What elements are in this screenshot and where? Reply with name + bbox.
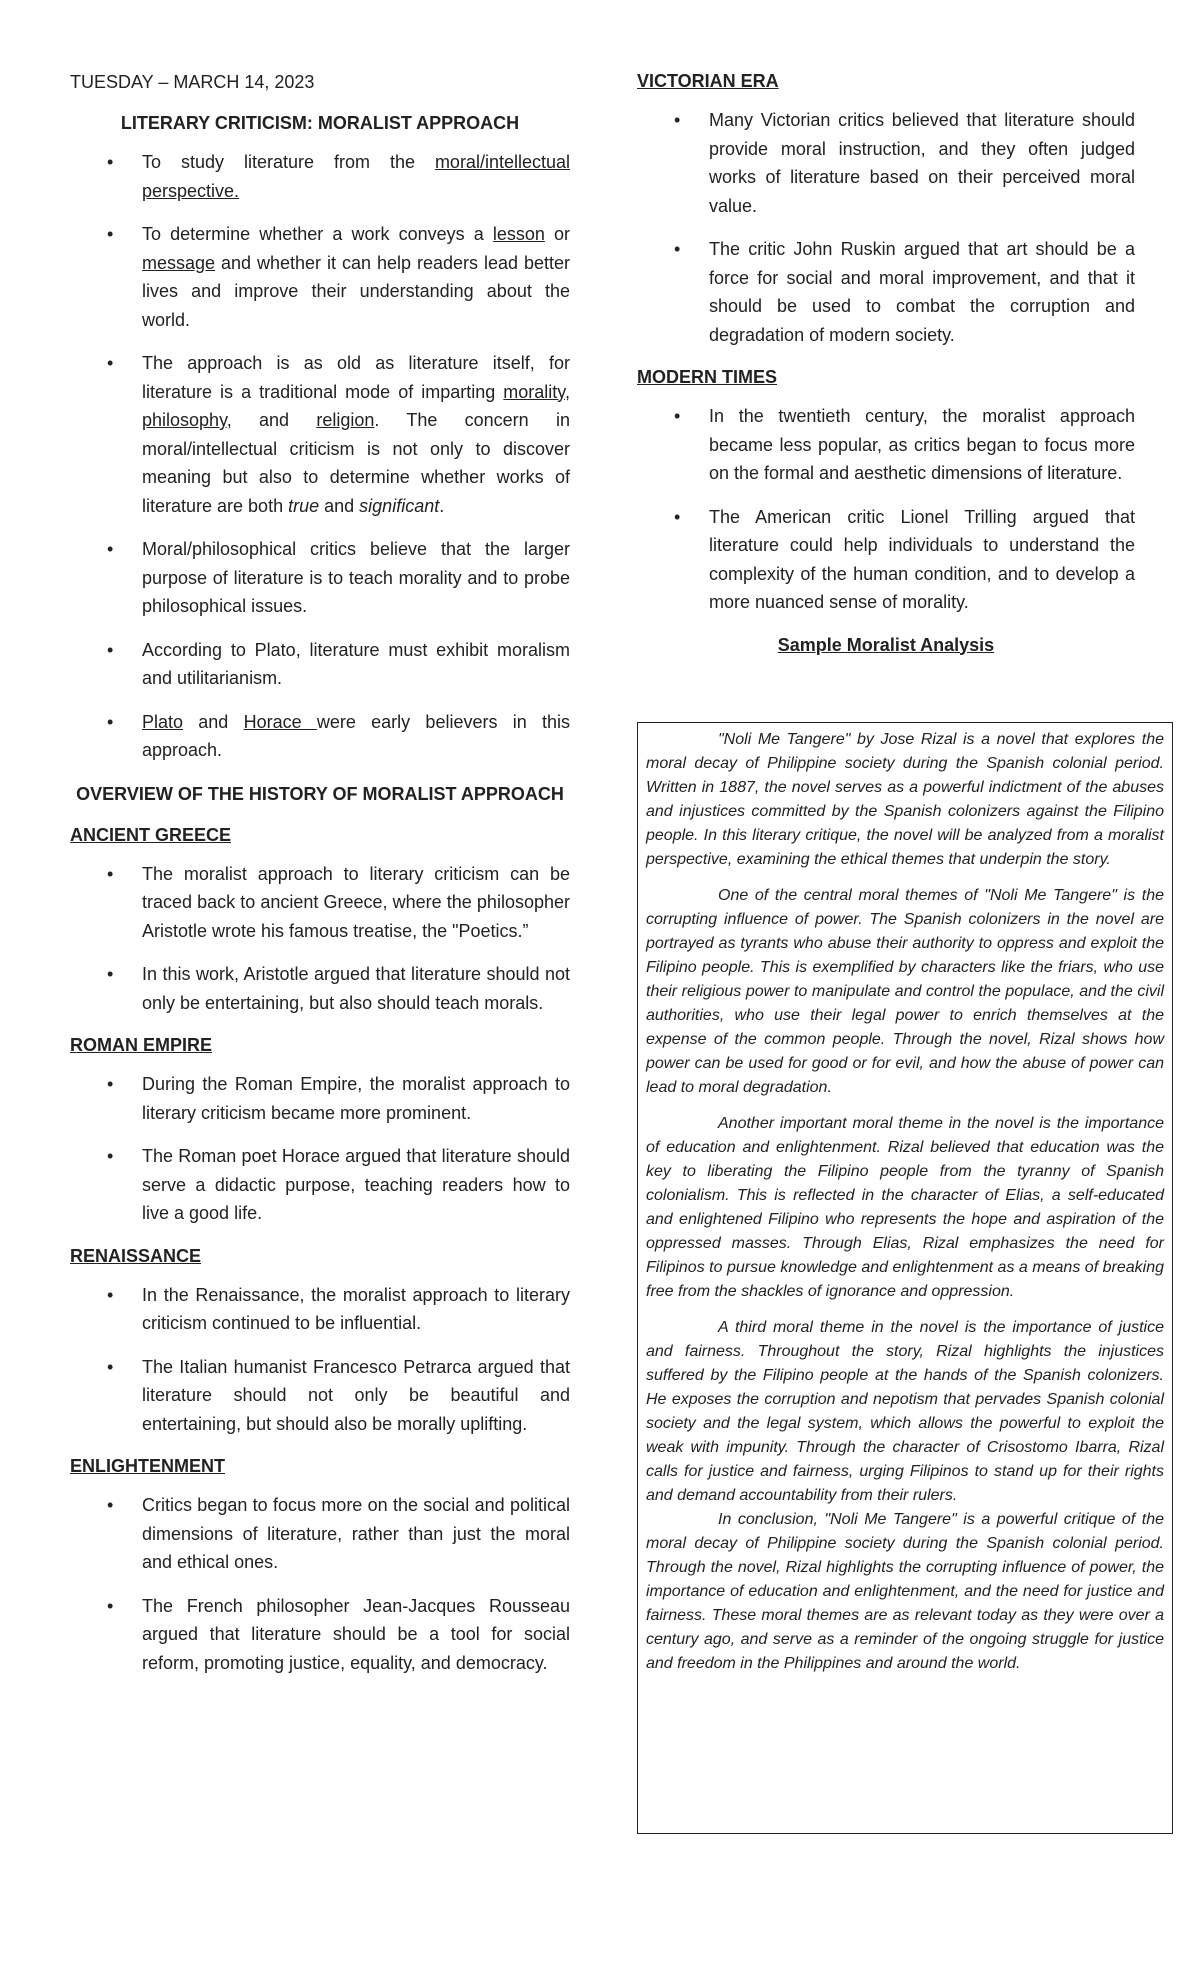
bullet-icon: • bbox=[107, 353, 114, 373]
bullet-icon: • bbox=[674, 239, 681, 259]
section-title-victorian-era: VICTORIAN ERA bbox=[637, 71, 779, 91]
roman-empire-list bbox=[70, 1070, 570, 1228]
analysis-paragraph: "Noli Me Tangere" by Jose Rizal is a novel that explores the moral decay of Philippine society during the Spanish colonial period. Written in 1887, the novel serves as a powerful indictment of the abuses and injustices committed by the Spanish colonizers against the Filipino people. In this literary critique, the novel will be analyzed from a moralist perspective, examining the ethical themes that underpin the story. bbox=[646, 731, 1164, 868]
bullet-icon: • bbox=[107, 1146, 114, 1166]
list-item: • In the Renaissance, the moralist approach to literary criticism continued to be influential. bbox=[70, 1281, 570, 1338]
bullet-icon: • bbox=[107, 539, 114, 559]
overview-title: OVERVIEW OF THE HISTORY OF MORALIST APPROACH bbox=[76, 783, 564, 804]
bullet-icon: • bbox=[107, 224, 114, 244]
list-item: • According to Plato, literature must exhibit moralism and utilitarianism. bbox=[70, 636, 570, 693]
bullet-icon: • bbox=[107, 1074, 114, 1094]
underlined-term: philosophy bbox=[142, 410, 227, 430]
enlightenment-list bbox=[70, 1491, 570, 1677]
analysis-paragraph: One of the central moral themes of "Noli Me Tangere" is the corrupting influence of power. The Spanish colonizers in the novel are portrayed as tyrants who abuse their authority to oppress and exploit the Filipino people. This is exemplified by characters like the friars, who use their religious power to manipulate and control the populace, and the civil authorities, who use their legal power to enrich themselves at the expense of the common people. Through the novel, Rizal shows how power can be used for good or for evil, and how the abuse of power can lead to moral degradation. bbox=[646, 887, 1164, 1096]
sample-analysis-box bbox=[637, 722, 1173, 1834]
section-title-enlightenment: ENLIGHTENMENT bbox=[70, 1456, 225, 1476]
bullet-icon: • bbox=[107, 1595, 114, 1616]
list-item: • The moralist approach to literary criticism can be traced back to ancient Greece, where the philosopher Aristotle wrote his famous treatise, the "Poetics.” bbox=[70, 860, 570, 946]
list-item: • In this work, Aristotle argued that literature should not only be entertaining, but also should teach morals. bbox=[70, 960, 570, 1017]
section-title-roman-empire: ROMAN EMPIRE bbox=[70, 1035, 213, 1055]
date-line: TUESDAY – MARCH 14, 2023 bbox=[70, 72, 315, 92]
list-item: • Critics began to focus more on the social and political dimensions of literature, rather than just the moral and ethical ones. bbox=[70, 1491, 570, 1577]
italic-term: significant bbox=[359, 495, 440, 516]
bullet-icon: • bbox=[107, 1495, 114, 1515]
list-item: • To study literature from the moral/intellectual perspective. bbox=[70, 148, 570, 205]
analysis-paragraph: In conclusion, "Noli Me Tangere" is a powerful critique of the moral decay of Philippine society during the Spanish colonial period. Through the novel, Rizal highlights the corrupting influence of power, the importance of education and enlightenment, and the need for justice and fairness. These moral themes are as relevant today as they were over a century ago, and serve as a reminder of the ongoing struggle for justice and freedom in the Philippines and around the world. bbox=[646, 1511, 1164, 1672]
list-item: • The Italian humanist Francesco Petrarca argued that literature should not only be beautiful and entertaining, but should also be morally uplifting. bbox=[70, 1353, 570, 1439]
underlined-term: message bbox=[142, 252, 216, 273]
bullet-icon: • bbox=[107, 639, 114, 660]
main-title: LITERARY CRITICISM: MORALIST APPROACH bbox=[120, 113, 520, 133]
list-item: • In the twentieth century, the moralist approach became less popular, as critics began to focus more on the formal and aesthetic dimensions of literature. bbox=[637, 402, 1135, 488]
bullet-icon: • bbox=[107, 1356, 114, 1377]
underlined-term: lesson bbox=[492, 224, 545, 244]
list-item: • During the Roman Empire, the moralist approach to literary criticism became more prominent. bbox=[70, 1070, 570, 1127]
section-title-ancient-greece: ANCIENT GREECE bbox=[70, 824, 232, 845]
bullet-icon: • bbox=[107, 964, 114, 984]
section-title-modern-times: MODERN TIMES bbox=[637, 367, 778, 387]
list-item: • To determine whether a work conveys a lesson or message and whether it can help readers lead better lives and improve their understanding about the world. bbox=[70, 220, 570, 334]
right-column bbox=[637, 68, 1135, 668]
underlined-term: moral/intellectual perspective. bbox=[142, 152, 570, 201]
intro-list bbox=[70, 148, 570, 765]
underlined-term: morality bbox=[503, 381, 565, 402]
list-item: • Moral/philosophical critics believe that the larger purpose of literature is to teach morality and to probe philosophical issues. bbox=[70, 535, 570, 621]
underlined-term: Horace bbox=[243, 711, 317, 732]
renaissance-list bbox=[70, 1281, 570, 1439]
analysis-paragraph: Another important moral theme in the novel is the importance of education and enlightenment. Rizal believed that education was the key to liberating the Filipino people from the tyranny of Spanish colonialism. This is reflected in the character of Elias, a self-educated and enlightened Filipino who represents the hope and aspiration of the oppressed masses. Through Elias, Rizal emphasizes the need for Filipinos to pursue knowledge and enlightenment as a means of breaking free from the shackles of ignorance and oppression. bbox=[646, 1115, 1164, 1300]
list-item: • The American critic Lionel Trilling argued that literature could help individuals to understand the complexity of the human condition, and to develop a more nuanced sense of morality. bbox=[637, 503, 1135, 617]
italic-term: true bbox=[288, 495, 320, 516]
underlined-term: Plato bbox=[142, 711, 184, 732]
bullet-icon: • bbox=[674, 406, 681, 426]
section-title-renaissance: RENAISSANCE bbox=[70, 1245, 202, 1266]
left-column bbox=[70, 68, 570, 1692]
bullet-icon: • bbox=[107, 1284, 114, 1305]
list-item: • Plato and Horace were early believers in this approach. bbox=[70, 708, 570, 765]
bullet-icon: • bbox=[107, 152, 114, 172]
list-item: • The approach is as old as literature itself, for literature is a traditional mode of imparting morality, philosophy, and religion. The concern in moral/intellectual criticism is not only to discover meaning but also to determine whether works of literature are both true and significant. bbox=[70, 349, 570, 520]
victorian-era-list bbox=[637, 106, 1135, 349]
bullet-icon: • bbox=[107, 863, 114, 884]
list-item: • The Roman poet Horace argued that literature should serve a didactic purpose, teaching readers how to live a good life. bbox=[70, 1142, 570, 1228]
bullet-icon: • bbox=[674, 506, 681, 527]
list-item: • Many Victorian critics believed that literature should provide moral instruction, and they often judged works of literature based on their perceived moral value. bbox=[637, 106, 1135, 220]
underlined-term: religion bbox=[316, 410, 375, 430]
list-item: • The French philosopher Jean-Jacques Rousseau argued that literature should be a tool for social reform, promoting justice, equality, and democracy. bbox=[70, 1592, 570, 1678]
bullet-icon: • bbox=[674, 110, 681, 130]
modern-times-list bbox=[637, 402, 1135, 617]
bullet-icon: • bbox=[107, 711, 114, 732]
analysis-paragraph: A third moral theme in the novel is the importance of justice and fairness. Throughout the story, Rizal highlights the injustices suffered by the Filipino people at the hands of the Spanish colonizers. He exposes the corruption and nepotism that pervades Spanish colonial society and the legal system, which allows the powerful to exploit the weak with impunity. Through the character of Crisostomo Ibarra, Rizal calls for justice and fairness, urging Filipinos to stand up for their rights and demand accountability from their rulers. bbox=[646, 1319, 1164, 1504]
ancient-greece-list bbox=[70, 860, 570, 1018]
sample-analysis-title: Sample Moralist Analysis bbox=[777, 634, 995, 655]
list-item: • The critic John Ruskin argued that art should be a force for social and moral improvement, and that it should be used to combat the corruption and degradation of modern society. bbox=[637, 235, 1135, 349]
